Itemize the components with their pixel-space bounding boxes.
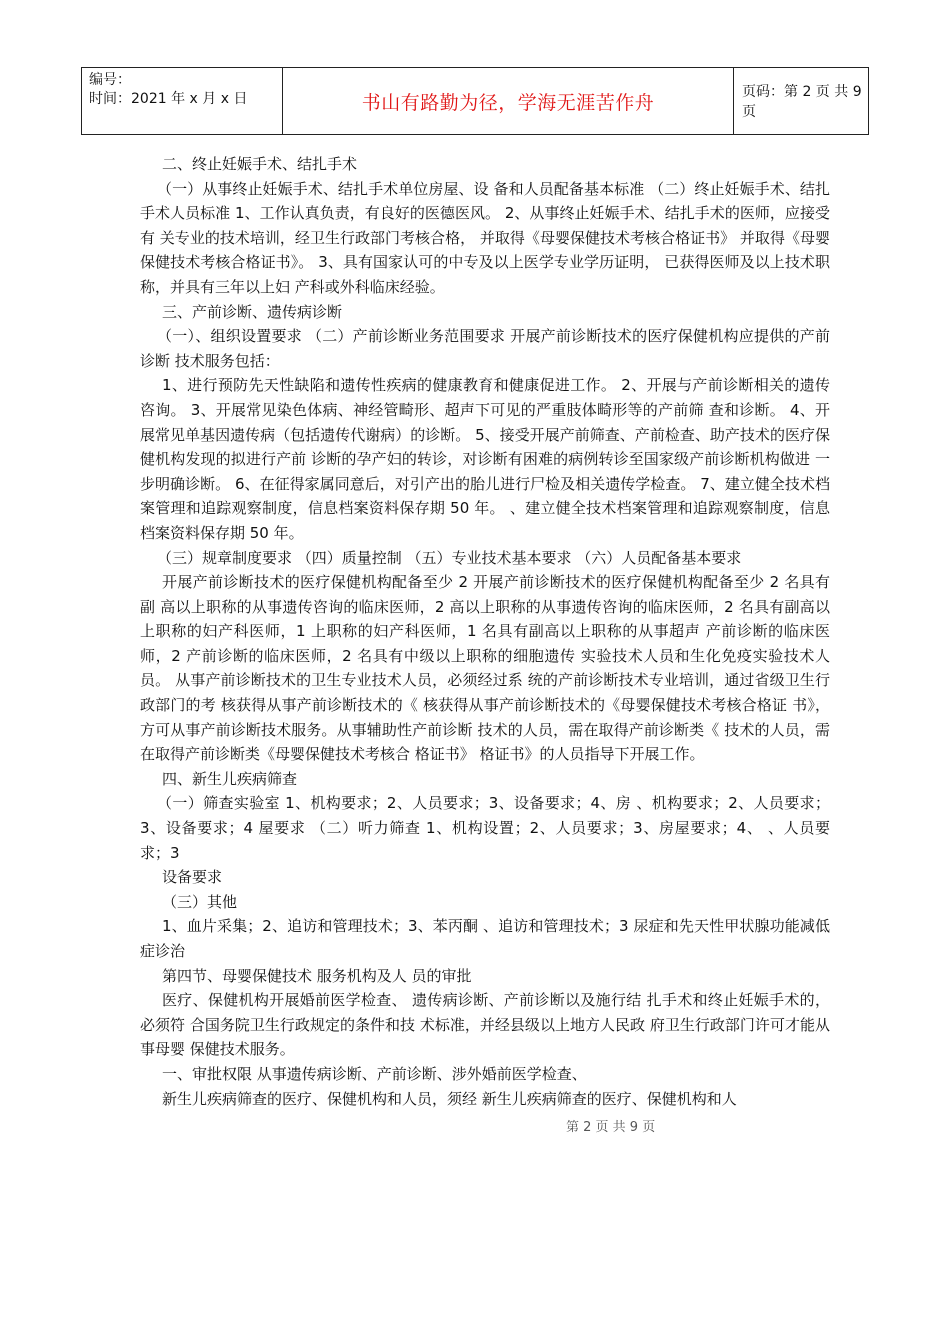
overlapping-page-note: 第 2 页 共 9 页 [566, 1120, 656, 1135]
body-paragraph: 新生儿疾病筛查的医疗、保健机构和人员，须经 新生儿疾病筛查的医疗、保健机构和人 [162, 1089, 737, 1108]
header-motto: 书山有路勤为径，学海无涯苦作舟 [361, 91, 655, 114]
body-paragraph: （一）从事终止妊娠手术、结扎手术单位房屋、设 备和人员配备基本标准 （二）终止妊娠手术、结扎手术人员标准 1、工作认真负责，有良好的医德医风。 2、从事终止妊娠手术、结扎手术的医师，应接受有 关专业的技术培训，经卫生行政部门考核合格， 并取得《母婴保健技术考核合格证书》 并取得《母婴保健技术考核合格证书》。 3、具有国家认可的中专及以上医学专业学历证明， 已获得医师及以上技术职称，并具有三年以上妇 产科或外科临床经验。 [140, 179, 830, 296]
document-body [140, 152, 830, 1111]
header-meta-cell [82, 68, 283, 134]
document-number-label: 编号： [89, 72, 131, 88]
body-paragraph: 1、血片采集；2、追访和管理技术；3、苯丙酮 、追访和管理技术；3 尿症和先天性甲状腺功能减低症诊治 [140, 917, 830, 960]
body-paragraph: （三）其他 [162, 892, 238, 911]
body-paragraph: （三）规章制度要求 （四）质量控制 （五）专业技术基本要求 （六）人员配备基本要求 [157, 548, 742, 567]
header-motto-cell [283, 68, 734, 134]
body-paragraph: 开展产前诊断技术的医疗保健机构配备至少 2 开展产前诊断技术的医疗保健机构配备至少 2 名具有副 高以上职称的从事遗传咨询的临床医师，2 高以上职称的从事遗传咨询的临床医师，2 名具有副高以 上职称的妇产科医师，1 上职称的妇产科医师，1 名具有副高以上职称的从事超声 产前诊断的临床医师，2 产前诊断的临床医师，2 名具有中级以上职称的细胞遗传 实验技术人员和生化免疫实验技术人员。 从事产前诊断技术的卫生专业技术人员，必须经过系 统的产前诊断技术专业培训，通过省级卫生行政部门的考 核获得从事产前诊断技术的《 核获得从事产前诊断技术的《母婴保健技术考核合格证 书》，方可从事产前诊断技术服务。从事辅助性产前诊断 技术的人员，需在取得产前诊断类《 技术的人员，需在取得产前诊断类《母婴保健技术考核合 格证书》 格证书》的人员指导下开展工作。 [140, 573, 830, 764]
section-heading: 二、终止妊娠手术、结扎手术 [162, 155, 358, 173]
body-paragraph: （一）、组织设置要求 （二）产前诊断业务范围要求 开展产前诊断技术的医疗保健机构应提供的产前诊断 技术服务包括： [140, 327, 830, 370]
body-paragraph: 设备要求 [162, 868, 223, 887]
body-paragraph: 1、进行预防先天性缺陷和遗传性疾病的健康教育和健康促进工作。 2、开展与产前诊断相关的遗传咨询。 3、开展常见染色体病、神经管畸形、超声下可见的严重肢体畸形等的产前筛 查和诊断。 4、开展常见单基因遗传病（包括遗传代谢病）的诊断。 5、接受开展产前筛查、产前检查、助产技术的医疗保健机构发现的拟进行产前 诊断的孕产妇的转诊，对诊断有困难的病例转诊至国家级产前诊断机构做进 一步明确诊断。 6、在征得家属同意后，对引产出的胎儿进行尸检及相关遗传学检查。 7、建立健全技术档案管理和追踪观察制度，信息档案资料保存期 50 年。 、建立健全技术档案管理和追踪观察制度，信息档案资料保存期 50 年。 [140, 376, 830, 542]
header-page-cell [734, 68, 868, 134]
header-table [81, 67, 869, 135]
body-paragraph: 医疗、保健机构开展婚前医学检查、 遗传病诊断、产前诊断以及施行结 扎手术和终止妊娠手术的，必须符 合国务院卫生行政规定的条件和技 术标准，并经县级以上地方人民政 府卫生行政部门许可才能从事母婴 保健技术服务。 [140, 991, 830, 1059]
page-number-label: 页码：第 2 页 共 9 页 [742, 84, 862, 120]
section-heading: 三、产前诊断、遗传病诊断 [162, 302, 343, 321]
body-paragraph: 一、审批权限 从事遗传病诊断、产前诊断、涉外婚前医学检查、 [162, 1064, 587, 1083]
body-paragraph: （一）筛查实验室 1、机构要求；2、人员要求；3、设备要求；4、房 、机构要求；2、人员要求；3、设备要求；4 屋要求 （二）听力筛查 1、机构设置；2、人员要求；3、房屋要求；4、 、人员要求；3 [140, 794, 830, 862]
section-heading: 第四节、母婴保健技术 服务机构及人 员的审批 [162, 966, 472, 985]
section-heading: 四、新生儿疾病筛查 [162, 769, 298, 788]
document-date-label: 时间：2021 年 x 月 x 日 [89, 91, 248, 107]
